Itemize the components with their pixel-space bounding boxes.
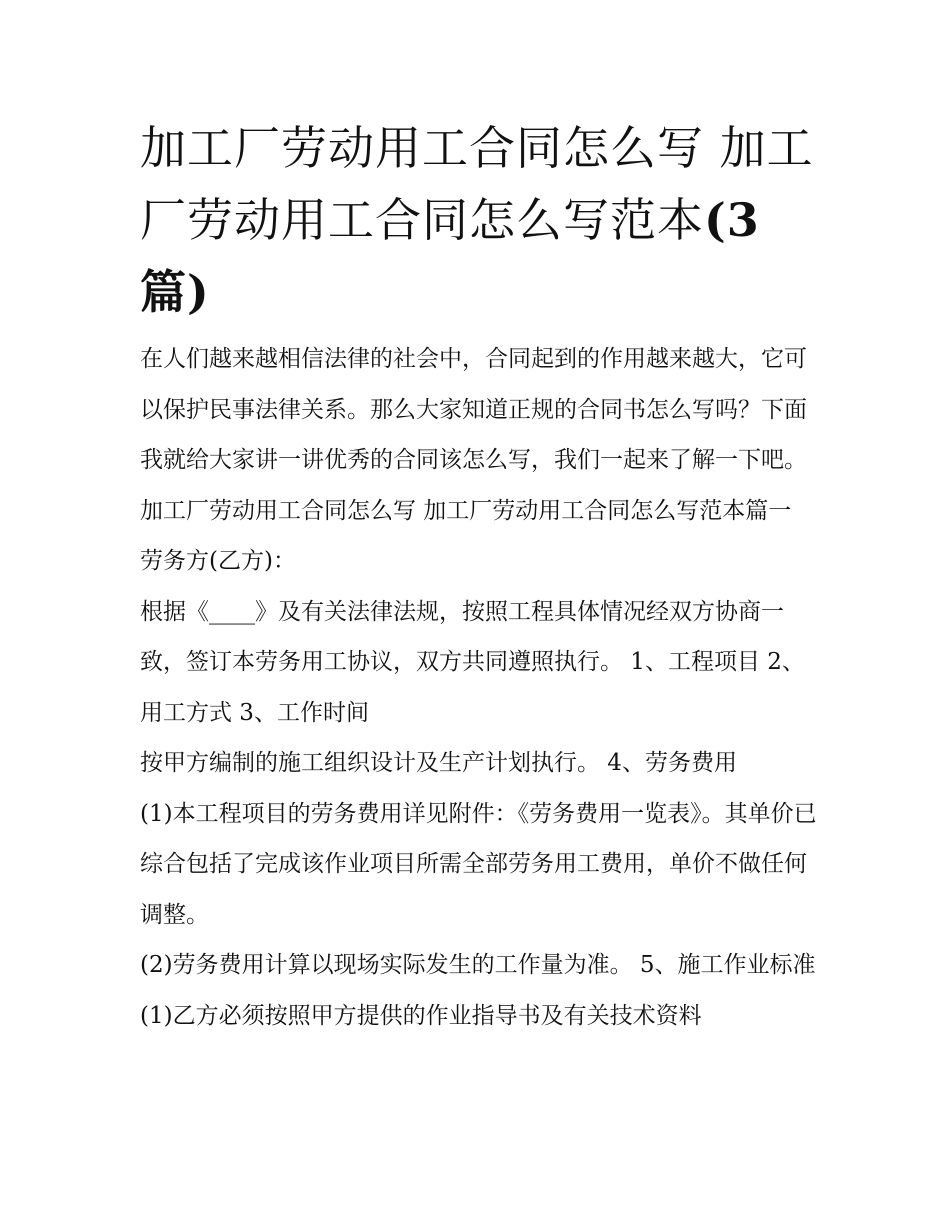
paragraph-agreement-basis: 根据《____》及有关法律法规，按照工程具体情况经双方协商一致，签订本劳务用工协议，双方共同遵照执行。 1、工程项目 2、用工方式 3、工作时间 xyxy=(140,598,805,726)
paragraph-intro: 在人们越来越相信法律的社会中，合同起到的作用越来越大，它可以保护民事法律关系。那么大家知道正规的合同书怎么写吗？下面我就给大家讲一讲优秀的合同该怎么写，我们一起来了解一下吧。 xyxy=(140,346,807,473)
document-body xyxy=(140,334,820,1041)
document-title xyxy=(140,112,820,328)
paragraph-heading-part-one: 加工厂劳动用工合同怎么写 加工厂劳动用工合同怎么写范本篇一 劳务方(乙方)： xyxy=(140,497,792,574)
paragraph-work-schedule: 按甲方编制的施工组织设计及生产计划执行。 4、劳务费用 xyxy=(140,750,737,776)
title-suffix: (3篇) xyxy=(140,193,760,319)
paragraph-labor-fee-2: (2)劳务费用计算以现场实际发生的工作量为准。 5、施工作业标准 (1)乙方必须按照甲方提供的作业指导书及有关技术资料 xyxy=(140,952,816,1029)
paragraph-labor-fee-1: (1)本工程项目的劳务费用详见附件：《劳务费用一览表》。其单价已综合包括了完成该作业项目所需全部劳务用工费用，单价不做任何调整。 xyxy=(140,800,817,928)
title-main: 加工厂劳动用工合同怎么写 加工厂劳动用工合同怎么写范本 xyxy=(140,121,814,247)
document-page xyxy=(140,112,820,1041)
